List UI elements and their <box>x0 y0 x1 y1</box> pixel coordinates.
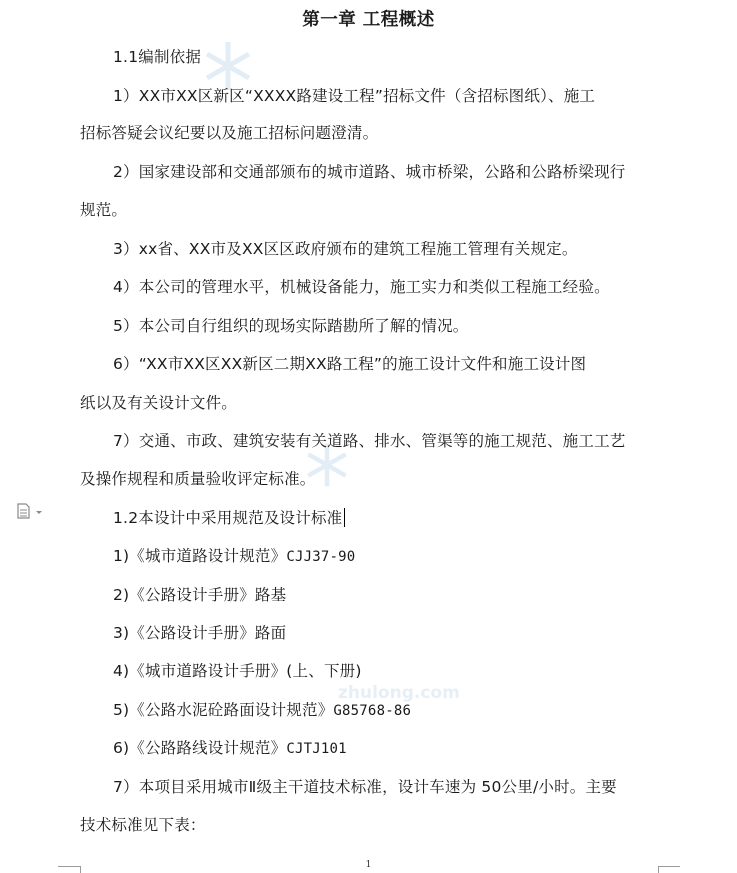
section-heading-text: 1.2本设计中采用规范及设计标准 <box>113 509 343 527</box>
paragraph-line: 6）“XX市XX区XX新区二期XX路工程”的施工设计文件和施工设计图 <box>113 355 587 373</box>
standard-item: 2)《公路设计手册》路基 <box>113 586 287 604</box>
paragraph-line: 技术标准见下表： <box>80 816 206 834</box>
standard-code: G85768-86 <box>333 703 412 719</box>
watermark-text: zhulong.com <box>338 683 460 703</box>
standard-item <box>113 738 347 759</box>
standard-item: 3)《公路设计手册》路面 <box>113 624 287 642</box>
standard-code: CJJ37-90 <box>286 549 356 565</box>
paragraph-line: 纸以及有关设计文件。 <box>80 394 238 412</box>
chapter-title: 第一章 工程概述 <box>302 10 435 30</box>
standard-item: 4)《城市道路设计手册》(上、下册) <box>113 662 362 680</box>
paragraph-line: 规范。 <box>80 201 128 219</box>
standard-name: 1)《城市道路设计规范》 <box>113 547 287 565</box>
document-icon[interactable] <box>16 503 44 519</box>
standard-name: 5)《公路水泥砼路面设计规范》 <box>113 701 334 719</box>
standard-item <box>113 546 355 567</box>
standard-code: CJTJ101 <box>286 741 347 757</box>
standard-item <box>113 700 411 721</box>
paragraph-line: 4）本公司的管理水平，机械设备能力，施工实力和类似工程施工经验。 <box>113 278 610 296</box>
paragraph-line: 及操作规程和质量验收评定标准。 <box>80 470 316 488</box>
section-heading <box>113 508 345 528</box>
paragraph-line: 招标答疑会议纪要以及施工招标问题澄清。 <box>80 124 379 142</box>
paragraph-line: 2）国家建设部和交通部颁布的城市道路、城市桥梁，公路和公路桥梁现行 <box>113 163 626 181</box>
paragraph-line: 7）本项目采用城市Ⅱ级主干道技术标准，设计车速为 50公里/小时。主要 <box>113 778 617 796</box>
page-number: 1 <box>365 860 372 870</box>
paragraph-line: 1）XX市XX区新区“XXXX路建设工程”招标文件（含招标图纸）、施工 <box>113 87 596 105</box>
section-heading: 1.1编制依据 <box>113 48 202 66</box>
paragraph-line: 5）本公司自行组织的现场实际踏勘所了解的情况。 <box>113 317 469 335</box>
paragraph-line: 7）交通、市政、建筑安装有关道路、排水、管渠等的施工规范、施工工艺 <box>113 432 626 450</box>
standard-name: 6)《公路路线设计规范》 <box>113 739 287 757</box>
paragraph-line: 3）xx省、XX市及XX区区政府颁布的建筑工程施工管理有关规定。 <box>113 240 578 258</box>
text-cursor <box>344 508 345 527</box>
